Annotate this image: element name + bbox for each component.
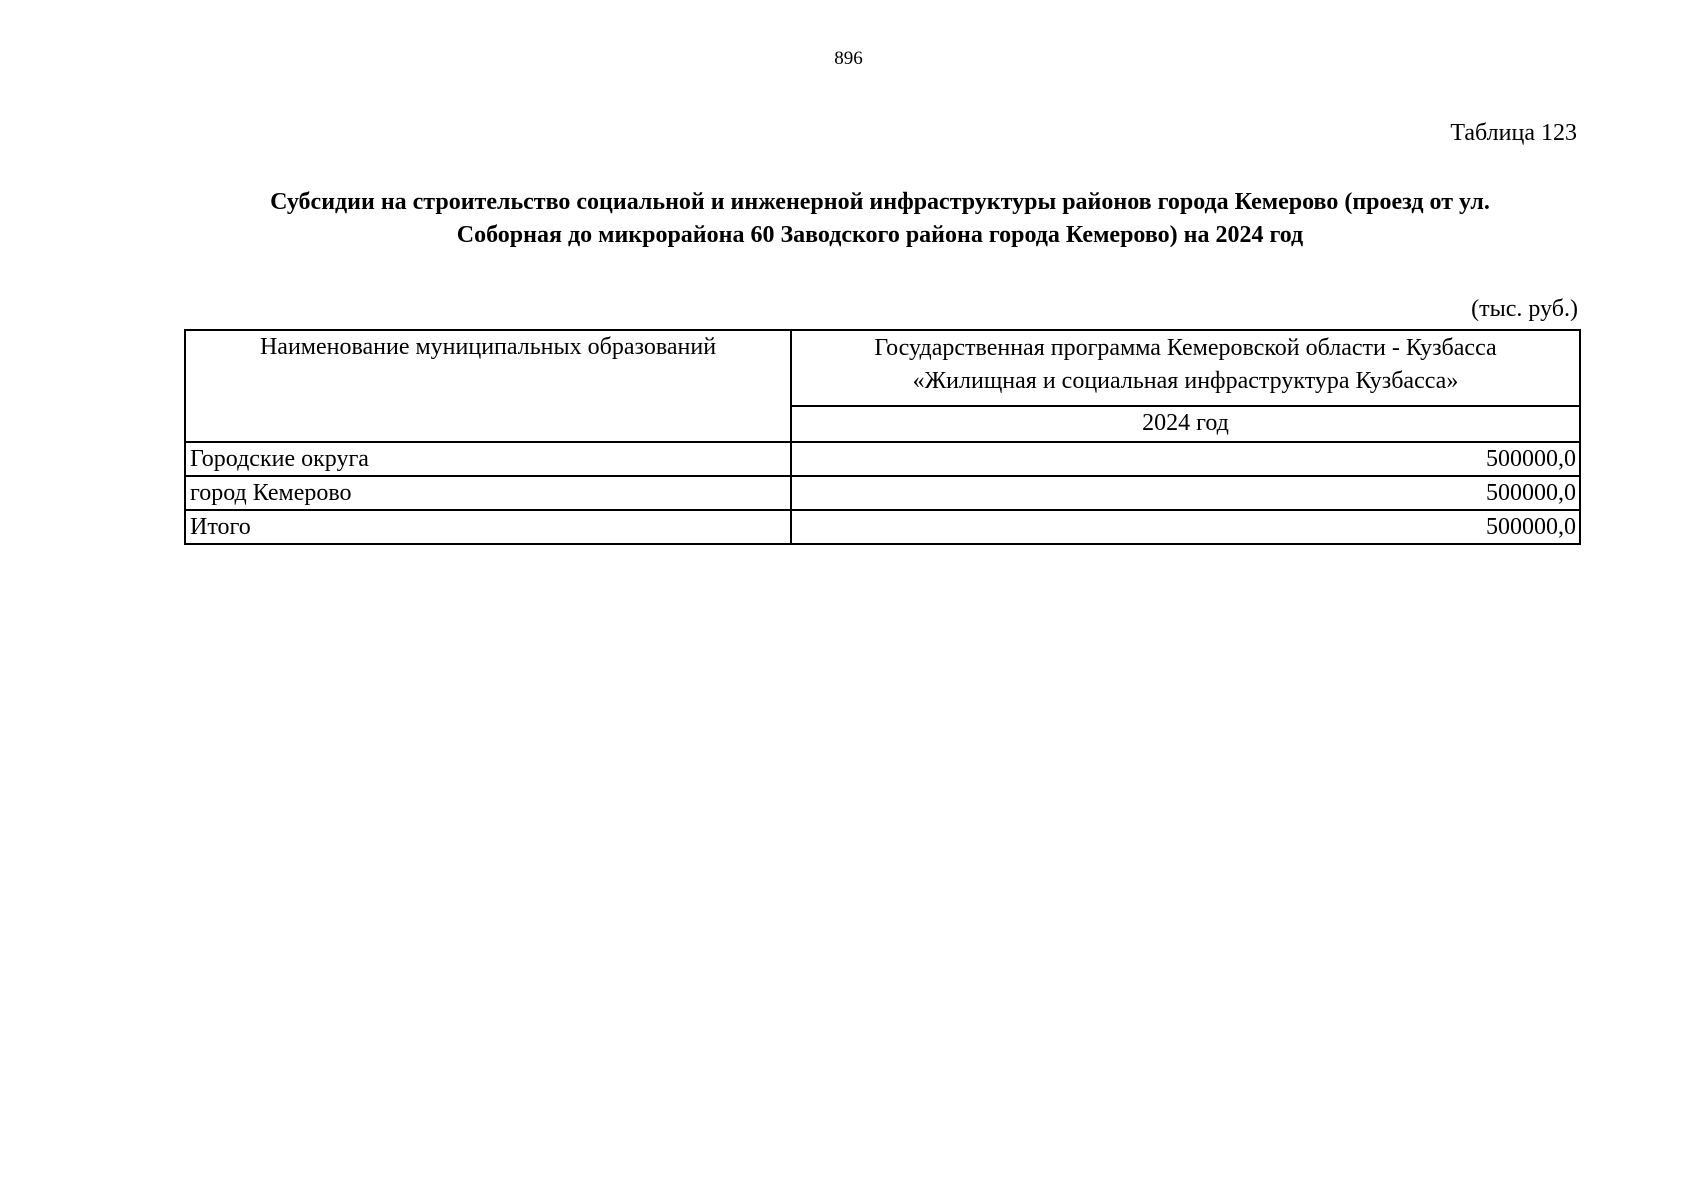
- row-name-total: Итого: [185, 510, 791, 544]
- document-title: [170, 186, 1590, 252]
- table-row: [185, 476, 1580, 510]
- table-header-row: [185, 330, 1580, 406]
- row-name-kemerovo: город Кемерово: [185, 476, 791, 510]
- table-row: [185, 510, 1580, 544]
- title-line-2: Соборная до микрорайона 60 Заводского района города Кемерово) на 2024 год: [456, 222, 1304, 248]
- page-number: 896: [834, 48, 863, 69]
- header-year: 2024 год: [791, 406, 1580, 442]
- row-value-total: 500000,0: [791, 510, 1580, 544]
- row-value-kemerovo: 500000,0: [791, 476, 1580, 510]
- table-row: [185, 442, 1580, 476]
- header-program: [791, 330, 1580, 406]
- header-program-line-1: Государственная программа Кемеровской области - Кузбасса: [874, 335, 1497, 361]
- header-program-line-2: «Жилищная и социальная инфраструктура Кузбасса»: [912, 368, 1459, 394]
- title-line-1: Субсидии на строительство социальной и инженерной инфраструктуры районов города Кемерово (проезд от ул.: [270, 189, 1490, 215]
- subsidy-table: [184, 329, 1581, 545]
- row-value-urban-districts: 500000,0: [791, 442, 1580, 476]
- header-municipality: Наименование муниципальных образований: [185, 330, 791, 442]
- table-label: Таблица 123: [1450, 120, 1577, 146]
- row-name-urban-districts: Городские округа: [185, 442, 791, 476]
- units-label: (тыс. руб.): [1471, 296, 1578, 322]
